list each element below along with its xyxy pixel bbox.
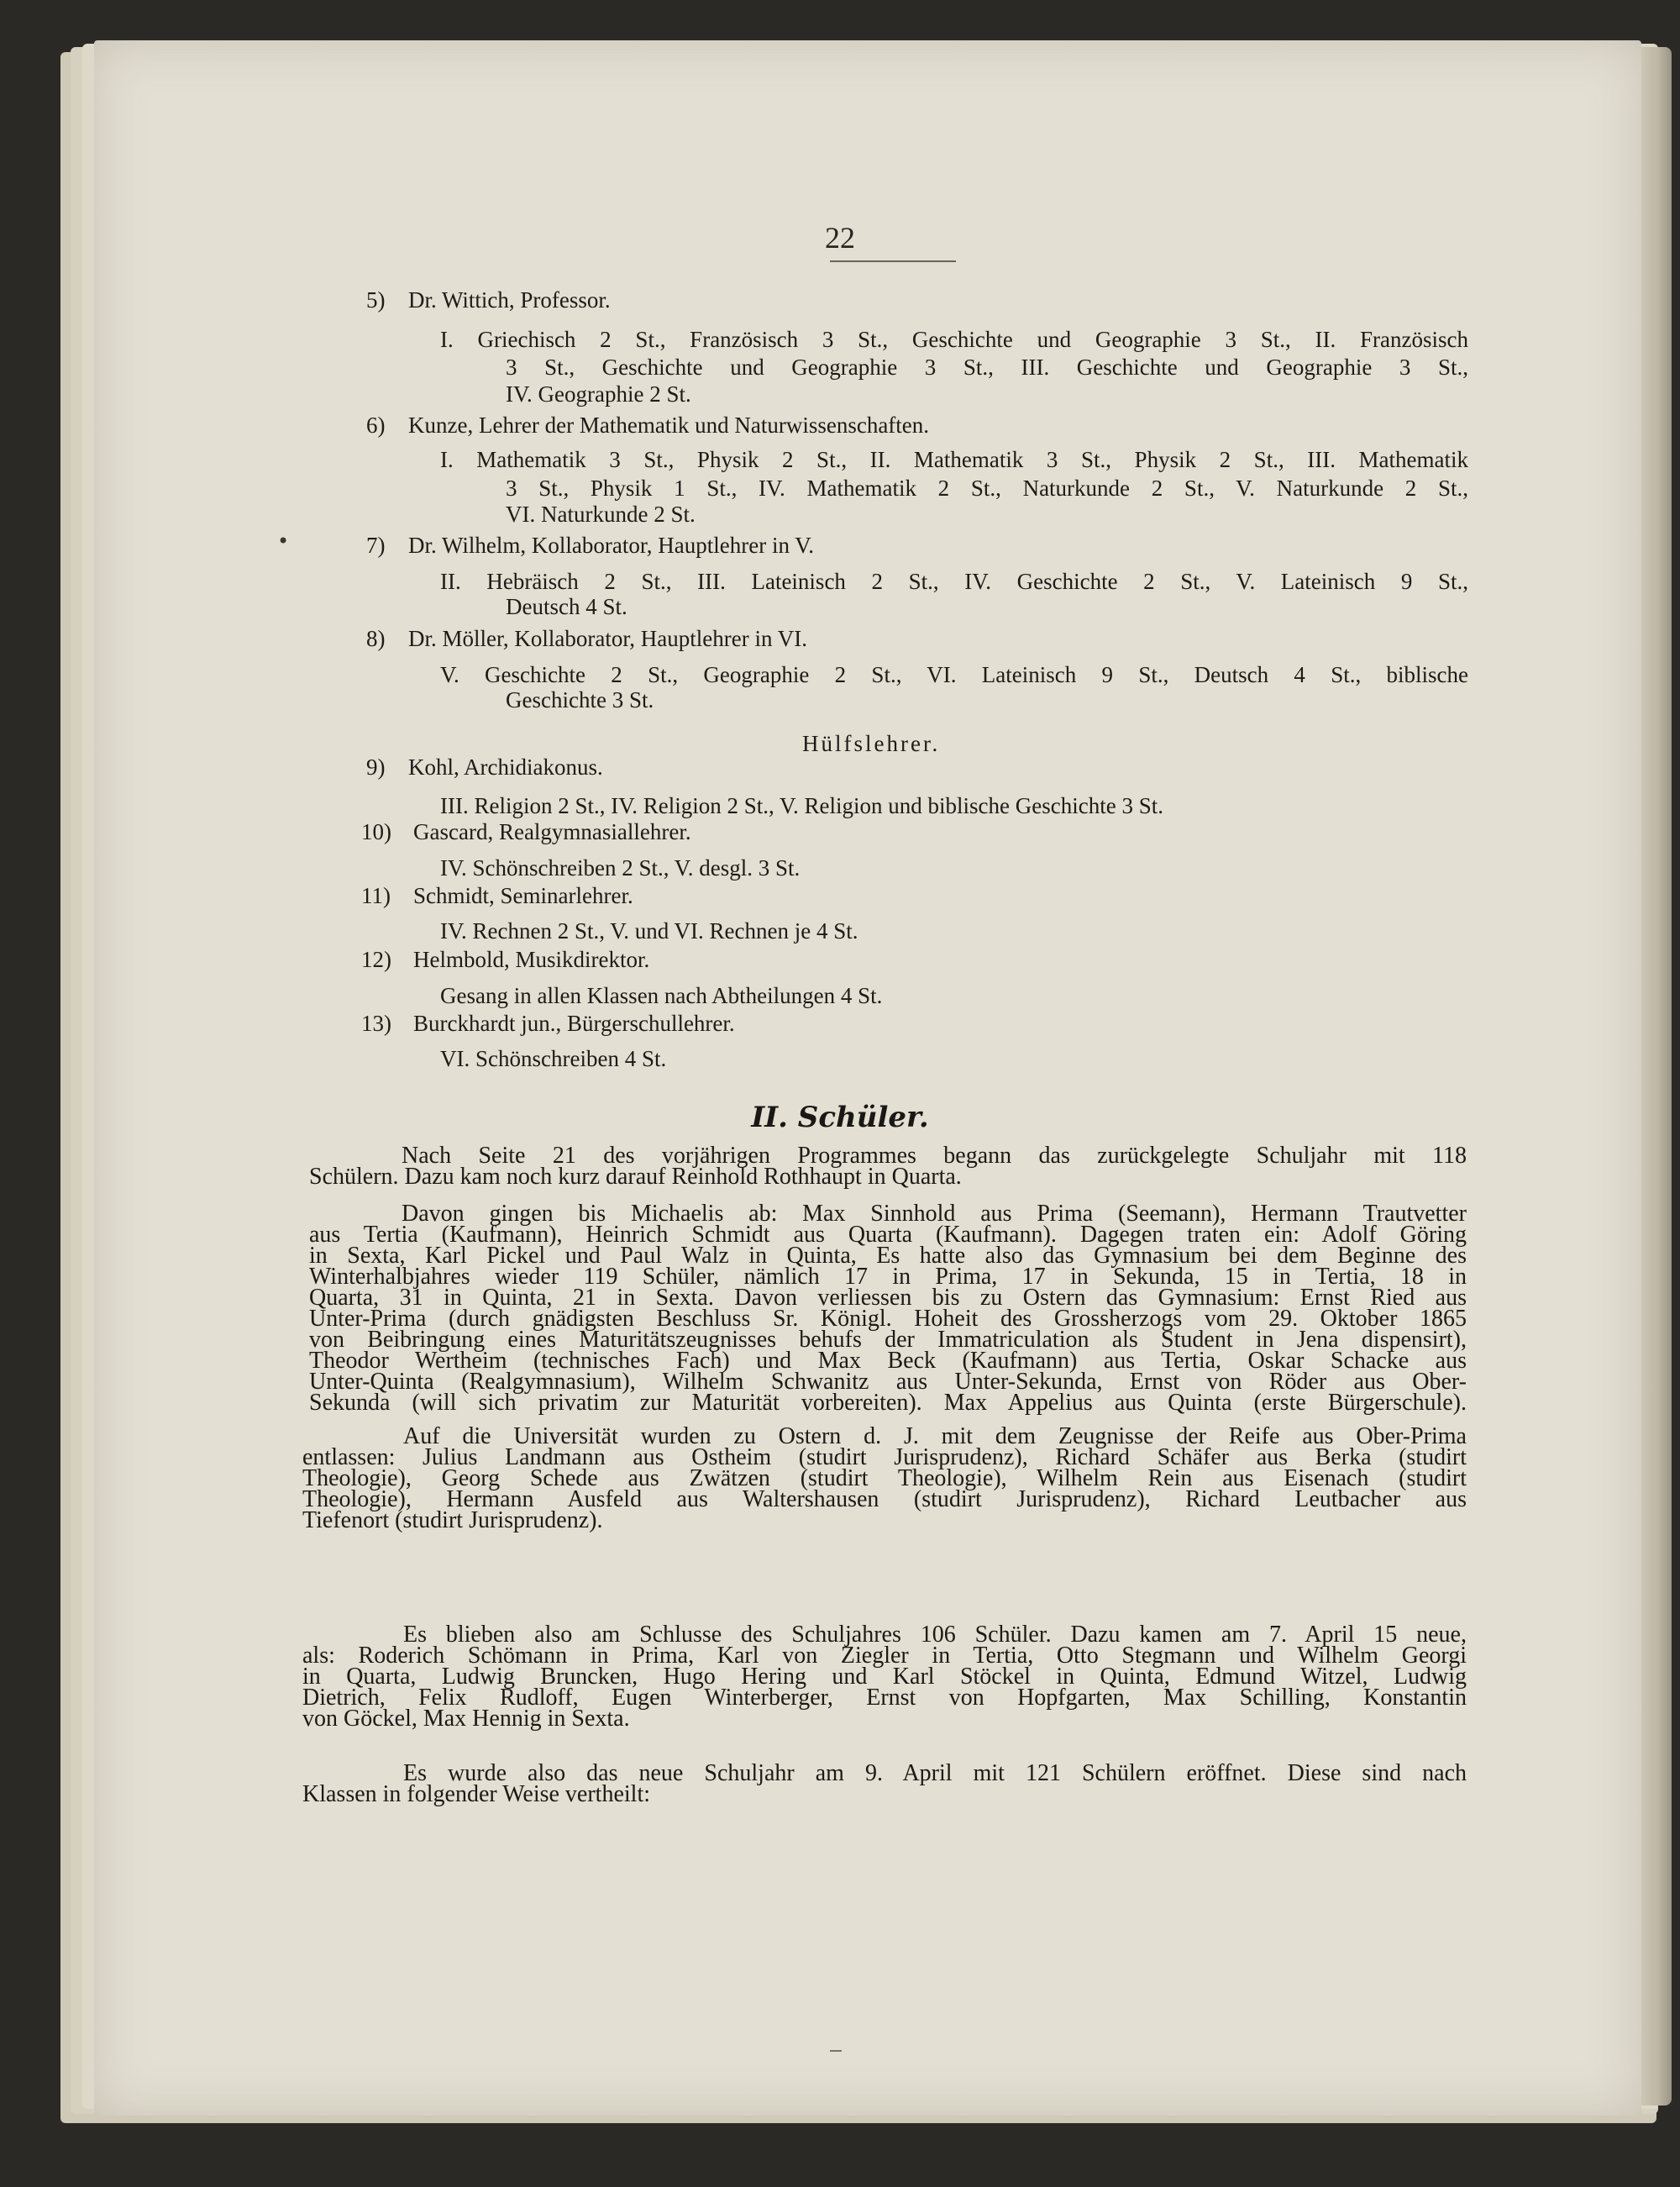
helper-11-name: Schmidt, Seminarlehrer. (413, 883, 633, 908)
paragraph-2-line: Unter-Quinta (Realgymnasium), Wilhelm Schwanitz aus Unter-Sekunda, Ernst von Röder aus Ober- (309, 1369, 1467, 1395)
paragraph-3-line: Auf die Universität wurden zu Ostern d. J. mit dem Zeugnisse der Reife aus Ober-Prima (403, 1423, 1467, 1449)
page-number-rule (830, 260, 956, 262)
helper-11-num: 11) (361, 883, 391, 908)
helper-12-num: 12) (361, 947, 391, 972)
staff-6-line-1: I. Mathematik 3 St., Physik 2 St., II. Mathematik 3 St., Physik 2 St., III. Mathematik (440, 447, 1468, 472)
paragraph-2-line: Davon gingen bis Michaelis ab: Max Sinnhold aus Prima (Seemann), Hermann Trautvetter (402, 1201, 1467, 1227)
paragraph-1 (309, 1143, 1467, 1190)
helper-13-line: VI. Schönschreiben 4 St. (440, 1046, 667, 1071)
helper-13-name: Burckhardt jun., Bürgerschullehrer. (413, 1011, 735, 1036)
paragraph-2-line: Winterhalbjahres wieder 119 Schüler, nämlich 17 in Prima, 17 in Sekunda, 15 in Tertia, 18 in (309, 1264, 1467, 1290)
paragraph-5-line: Klassen in folgender Weise vertheilt: (302, 1781, 650, 1807)
paragraph-2-line: aus Tertia (Kaufmann), Heinrich Schmidt aus Quarta (Kaufmann). Dagegen traten ein: Adolf Göring (309, 1222, 1467, 1248)
paragraph-2-line: Unter-Prima (durch gnädigsten Beschluss Sr. Königl. Hoheit des Grossherzogs vom 29. Oktober 1865 (309, 1306, 1467, 1332)
staff-6-num: 6) (366, 413, 386, 438)
helpers-heading: Hülfslehrer. (802, 731, 941, 756)
staff-5-line-2: 3 St., Geschichte und Geographie 3 St., III. Geschichte und Geographie 3 St., (506, 355, 1468, 380)
section-heading: II. Schüler. (751, 1101, 929, 1134)
paragraph-2-line: Quarta, 31 in Quinta, 21 in Sexta. Davon verliessen bis zu Ostern das Gymnasium: Ernst Ried aus (309, 1285, 1467, 1311)
paragraph-4 (302, 1622, 1467, 1732)
helper-12-line: Gesang in allen Klassen nach Abtheilungen 4 St. (440, 983, 883, 1008)
staff-5-name: Dr. Wittich, Professor. (408, 287, 611, 313)
paragraph-4-line: Es blieben also am Schlusse des Schuljahres 106 Schüler. Dazu kamen am 7. April 15 neue, (403, 1622, 1467, 1648)
staff-8-line-2: Geschichte 3 St. (506, 687, 654, 712)
paragraph-4-line: als: Roderich Schömann in Prima, Karl von Ziegler in Tertia, Otto Stegmann und Wilhelm Georgi (302, 1643, 1467, 1669)
paragraph-2-line: in Sexta, Karl Pickel und Paul Walz in Quinta, Es hatte also das Gymnasium bei dem Beginne des (309, 1243, 1467, 1269)
paragraph-2-line: Sekunda (will sich privatim zur Maturität vorbereiten). Max Appelius aus Quinta (erste Bürgerschule). (309, 1390, 1467, 1416)
paragraph-1-line: Nach Seite 21 des vorjährigen Programmes begann das zurückgelegte Schuljahr mit 118 (402, 1143, 1467, 1169)
paragraph-3-line: entlassen: Julius Landmann aus Ostheim (studirt Jurisprudenz), Richard Schäfer aus Berka (studirt (302, 1444, 1467, 1470)
helper-9-num: 9) (366, 754, 386, 780)
helper-11-line: IV. Rechnen 2 St., V. und VI. Rechnen je 4 St. (440, 918, 858, 944)
paragraph-3-line: Theologie), Georg Schede aus Zwätzen (studirt Theologie), Wilhelm Rein aus Eisenach (studirt (302, 1465, 1467, 1491)
helper-9-line: III. Religion 2 St., IV. Religion 2 St., V. Religion und biblische Geschichte 3 St. (440, 793, 1163, 818)
staff-5-num: 5) (366, 287, 386, 313)
staff-7-name: Dr. Wilhelm, Kollaborator, Hauptlehrer in V. (408, 533, 814, 558)
footer-dash (830, 2050, 842, 2052)
staff-7-line-1: II. Hebräisch 2 St., III. Lateinisch 2 St., IV. Geschichte 2 St., V. Lateinisch 9 St., (440, 569, 1468, 594)
paragraph-2-line: von Beibringung eines Maturitätszeugnisses behufs der Immatriculation als Student in Jena dispensirt), (309, 1327, 1467, 1353)
page-number: 22 (825, 221, 855, 255)
staff-7-num: 7) (366, 533, 386, 558)
staff-8-line-1: V. Geschichte 2 St., Geographie 2 St., VI. Lateinisch 9 St., Deutsch 4 St., biblische (440, 662, 1468, 687)
staff-6-name: Kunze, Lehrer der Mathematik und Naturwissenschaften. (408, 413, 930, 438)
staff-6-line-2: 3 St., Physik 1 St., IV. Mathematik 2 St., Naturkunde 2 St., V. Naturkunde 2 St., (506, 476, 1468, 501)
paragraph-2-line: Theodor Wertheim (technisches Fach) und Max Beck (Kaufmann) aus Tertia, Oskar Schacke aus (309, 1348, 1467, 1374)
helper-10-num: 10) (361, 819, 391, 844)
paragraph-1-line: Schülern. Dazu kam noch kurz darauf Reinhold Rothhaupt in Quarta. (309, 1164, 962, 1190)
staff-7-line-2: Deutsch 4 St. (506, 594, 627, 619)
paragraph-4-line: in Quarta, Ludwig Bruncken, Hugo Hering und Karl Stöckel in Quinta, Edmund Witzel, Ludwig (302, 1664, 1467, 1690)
staff-6-line-3: VI. Naturkunde 2 St. (506, 502, 696, 527)
helper-12-name: Helmbold, Musikdirektor. (413, 947, 650, 972)
helper-10-name: Gascard, Realgymnasiallehrer. (413, 819, 691, 844)
paragraph-5-line: Es wurde also das neue Schuljahr am 9. April mit 121 Schülern eröffnet. Diese sind nach (403, 1760, 1467, 1786)
paragraph-3 (302, 1423, 1467, 1533)
paragraph-2 (309, 1201, 1467, 1416)
staff-5-line-3: IV. Geographie 2 St. (506, 381, 691, 407)
paragraph-3-line: Theologie), Hermann Ausfeld aus Waltershausen (studirt Jurisprudenz), Richard Leutbacher aus (302, 1486, 1467, 1512)
helper-13-num: 13) (361, 1011, 391, 1036)
staff-5-line-1: I. Griechisch 2 St., Französisch 3 St., Geschichte und Geographie 3 St., II. Französisch (440, 327, 1468, 352)
book-right-edge (1638, 47, 1672, 2106)
staff-8-name: Dr. Möller, Kollaborator, Hauptlehrer in VI. (408, 626, 807, 651)
paragraph-4-line: von Göckel, Max Hennig in Sexta. (302, 1706, 630, 1732)
staff-8-num: 8) (366, 626, 386, 651)
paragraph-5 (302, 1760, 1467, 1807)
margin-mark: • (277, 529, 290, 553)
paragraph-3-line: Tiefenort (studirt Jurisprudenz). (302, 1507, 603, 1533)
paragraph-4-line: Dietrich, Felix Rudloff, Eugen Winterberger, Ernst von Hopfgarten, Max Schilling, Konstantin (302, 1685, 1467, 1711)
helper-10-line: IV. Schönschreiben 2 St., V. desgl. 3 St. (440, 855, 801, 881)
helper-9-name: Kohl, Archidiakonus. (408, 754, 603, 780)
